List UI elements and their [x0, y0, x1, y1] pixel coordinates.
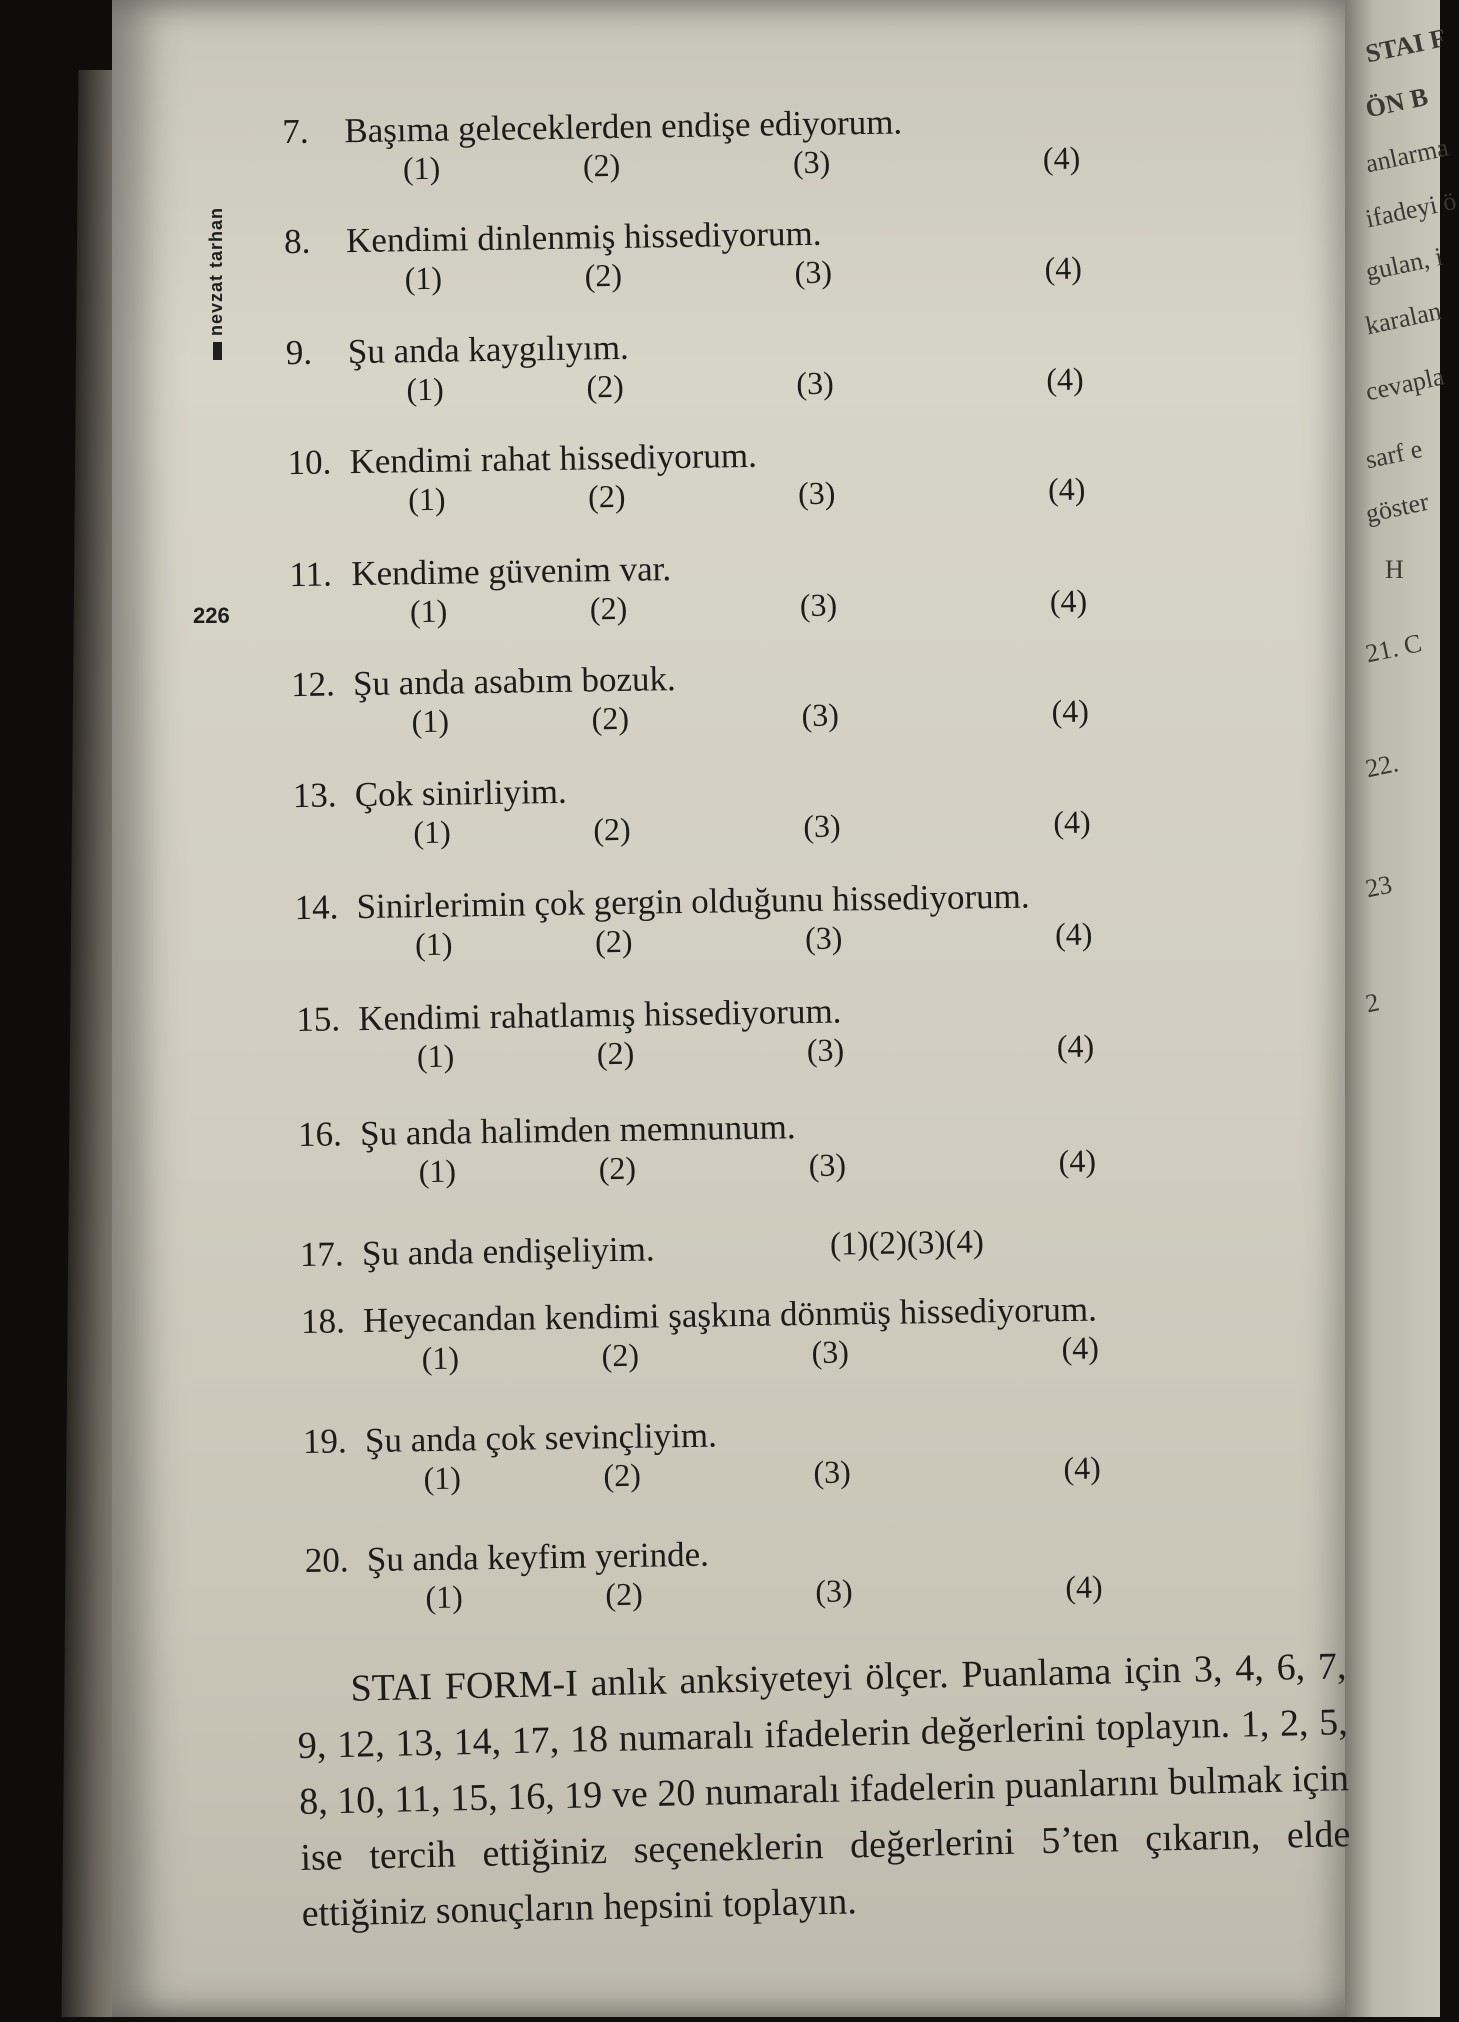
option-2: (2): [586, 367, 624, 405]
option-4: (4): [1042, 139, 1081, 177]
item-number: 14.: [294, 887, 339, 928]
option-3: (3): [792, 143, 831, 181]
option-3: (3): [811, 1333, 850, 1371]
option-2: (2): [587, 477, 626, 515]
item-text: Çok sinirliyim.: [354, 771, 568, 815]
option-4: (4): [1053, 803, 1091, 841]
item-number: 11.: [289, 554, 333, 595]
questionnaire-item: [302, 1415, 1102, 1504]
adjacent-page-fragment: 22.: [1363, 748, 1401, 784]
item-number: 19.: [302, 1421, 347, 1462]
option-4: (4): [1051, 692, 1090, 730]
option-3: (3): [808, 1146, 847, 1184]
option-2: (2): [593, 810, 631, 848]
option-3: (3): [794, 253, 833, 291]
questionnaire-item: [289, 549, 1088, 637]
option-3: (3): [796, 364, 834, 402]
option-4: (4): [1065, 1568, 1103, 1606]
option-4: (4): [1054, 915, 1093, 953]
option-3: (3): [797, 474, 836, 512]
item-options: [283, 139, 1081, 194]
item-number: 17.: [299, 1234, 345, 1275]
item-options: [291, 692, 1090, 747]
option-1: (1): [418, 1152, 457, 1190]
item-text: Kendime güvenim var.: [351, 549, 672, 594]
item-text: Şu anda keyfim yerinde.: [366, 1534, 710, 1580]
item-options: [297, 1027, 1095, 1082]
item-text: Başıma geleceklerden endişe ediyorum.: [344, 102, 903, 151]
option-4: (4): [1049, 582, 1088, 620]
item-options: [305, 1568, 1103, 1623]
questionnaire-item: [304, 1534, 1103, 1623]
item-text: Heyecandan kendimi şaşkına dönmüş hissediyorum.: [362, 1289, 1098, 1341]
option-1: (1): [409, 592, 448, 630]
questionnaire-item: [297, 1107, 1097, 1197]
item-options: [293, 803, 1091, 858]
item-number: 20.: [304, 1540, 349, 1580]
questionnaire-item: [292, 771, 1091, 858]
option-1: (1): [414, 925, 453, 963]
item-number: 7.: [282, 111, 309, 152]
option-1: (1): [402, 149, 441, 187]
item-statement: [304, 1535, 709, 1581]
item-number: 16.: [297, 1114, 343, 1155]
adjacent-page-fragment: 23: [1363, 869, 1395, 904]
item-number: 9.: [285, 332, 313, 373]
option-3: (3): [803, 807, 841, 845]
item-number: 13.: [292, 775, 337, 816]
option-1: (1): [413, 813, 451, 851]
item-text: Şu anda çok sevinçliyim.: [364, 1415, 718, 1461]
item-number: 8.: [283, 221, 311, 262]
adjacent-page-fragment: 21. C: [1363, 628, 1425, 669]
adjacent-page-fragment: karalan: [1363, 296, 1444, 341]
option-2: (2): [598, 1149, 637, 1187]
adjacent-page-fragment: anlarma: [1363, 132, 1451, 179]
questionnaire-item: [283, 213, 1083, 304]
option-2: (2): [582, 146, 621, 184]
item-options: [303, 1449, 1102, 1504]
option-4: (4): [1046, 360, 1084, 398]
adjacent-page-fragment: 2: [1363, 987, 1382, 1019]
item-statement: [291, 659, 676, 705]
item-statement: [292, 772, 567, 816]
option-4: (4): [1044, 249, 1083, 287]
questionnaire-item: [294, 876, 1093, 971]
option-3: (3): [799, 586, 838, 624]
questionnaire-item: [296, 991, 1095, 1083]
adjacent-page-fragment: ÖN B: [1363, 81, 1431, 124]
adjacent-page-fragment: cevapla: [1363, 361, 1447, 407]
author-name: nevzat tarhan: [206, 206, 226, 336]
item-statement: [289, 549, 671, 595]
option-4: (4): [1063, 1449, 1102, 1487]
item-number: 10.: [287, 442, 332, 483]
option-2: (2): [605, 1575, 643, 1613]
questionnaire-item: [282, 102, 1081, 194]
item-options: [286, 360, 1084, 415]
adjacent-page-fragment: sarf e: [1363, 434, 1425, 475]
item-number: 15.: [296, 999, 341, 1040]
option-1: (1): [421, 1339, 460, 1377]
item-text: Şu anda asabım bozuk.: [352, 659, 677, 704]
option-2: (2): [589, 589, 628, 627]
item-text: Şu anda endişeliyim.: [361, 1229, 655, 1274]
option-2: (2): [591, 699, 630, 737]
adjacent-page-fragment: STAI F: [1363, 23, 1449, 69]
option-4: (4): [1058, 1142, 1097, 1180]
adjacent-page-fragment: göster: [1363, 486, 1432, 529]
questionnaire-item: [287, 435, 1086, 525]
adjacent-page-fragment: gulan, i: [1363, 241, 1446, 287]
item-text: Kendimi dinlenmiş hissediyorum.: [345, 213, 822, 261]
item-number: 18.: [300, 1301, 346, 1342]
option-3: (3): [804, 919, 843, 957]
option-1: (1): [423, 1459, 462, 1497]
item-statement: [300, 1229, 655, 1275]
option-3: (3): [813, 1453, 852, 1490]
option-4: (4): [1047, 470, 1086, 508]
item-options: [288, 470, 1086, 525]
option-2: (2): [603, 1456, 642, 1494]
questionnaire-item: [285, 327, 1084, 415]
page-number: 226: [193, 603, 230, 628]
option-2: (2): [596, 1034, 635, 1072]
questionnaire-item: [301, 1290, 1098, 1384]
option-2: (2): [601, 1336, 640, 1374]
item-text: Sinirlerimin çok gergin olduğunu hissediyorum.: [356, 876, 1030, 927]
item-text: Şu anda kaygılıyım.: [347, 327, 630, 372]
option-3: (3): [815, 1572, 853, 1609]
item-number: 12.: [290, 664, 336, 705]
scoring-instructions: STAI FORM-I anlık anksiyeteyi ölçer. Puanlama için 3, 4, 6, 7, 9, 12, 13, 14, 17, 18 numaralı ifadelerin değerlerini toplayın. 1, 2, 5, 8, 10, 11, 15, 16, 19 ve 20 numaralı ifadelerin puanlarını bulmak için ise tercih ettiğiniz seçeneklerin değerlerini 5’ten çıkarın, elde ettiğiniz sonuçların hepsini toplayın.: [297, 1645, 1351, 1935]
option-1: (1): [425, 1578, 463, 1616]
item-text: Kendimi rahatlamış hissediyorum.: [357, 991, 842, 1039]
option-1: (1): [416, 1037, 455, 1075]
option-2: (2): [594, 922, 633, 960]
option-4: (4): [1056, 1027, 1095, 1065]
item-text: Şu anda halimden memnunum.: [359, 1107, 796, 1154]
option-1: (1): [406, 370, 445, 408]
option-4: (4): [1061, 1329, 1100, 1367]
item-options: [290, 582, 1088, 637]
questionnaire-item: [299, 1224, 985, 1275]
option-1: (1): [407, 480, 446, 518]
option-3: (3): [806, 1031, 845, 1069]
item-options: [284, 249, 1083, 304]
item-options: [298, 1142, 1097, 1197]
adjacent-page-fragment: ifadeyi ö: [1363, 185, 1459, 234]
option-1: (1): [411, 702, 450, 740]
item-inline-options: (1)(2)(3)(4): [829, 1224, 985, 1263]
adjacent-page-fragment: H: [1385, 555, 1404, 584]
option-1: (1): [404, 259, 443, 297]
option-3: (3): [801, 696, 840, 734]
item-statement: [286, 328, 630, 373]
questionnaire-item: [290, 659, 1090, 747]
option-2: (2): [584, 256, 623, 294]
item-statement: [303, 1416, 717, 1462]
item-text: Kendimi rahat hissediyorum.: [349, 435, 758, 482]
